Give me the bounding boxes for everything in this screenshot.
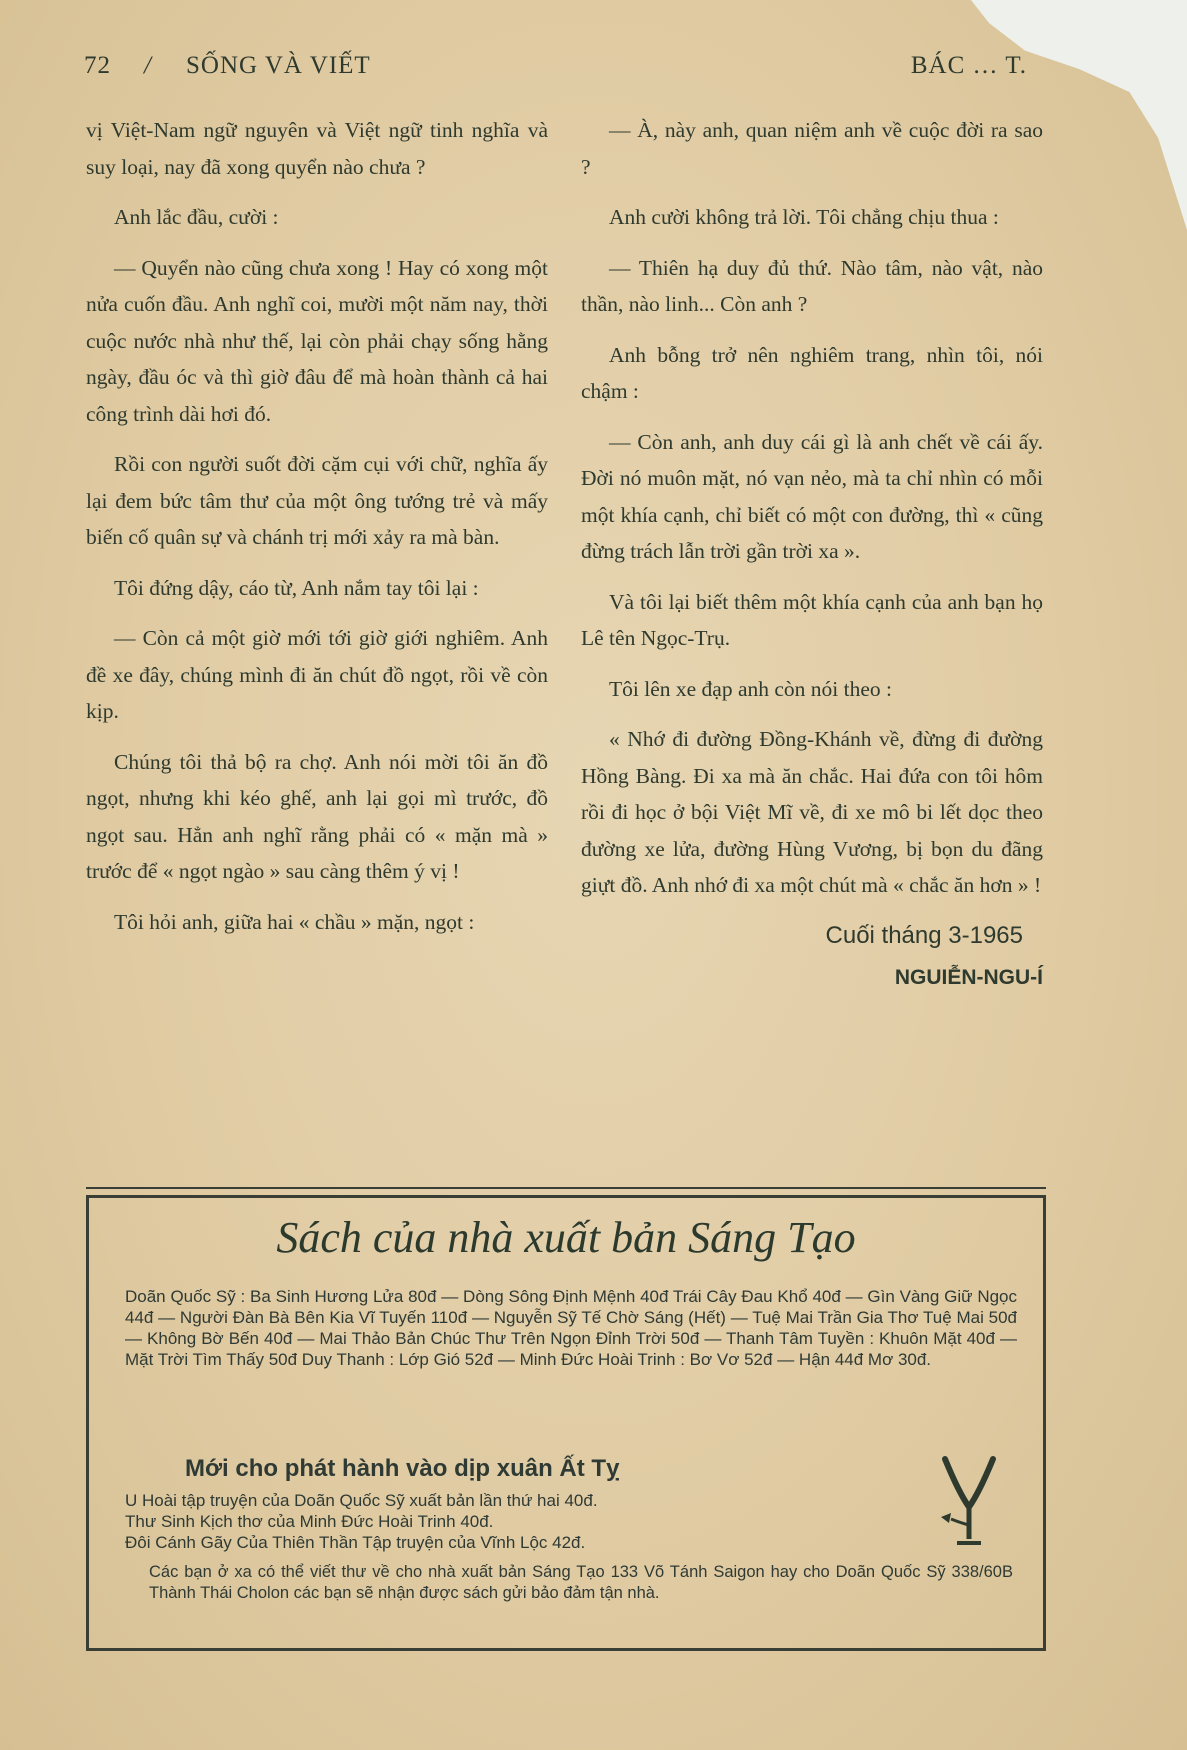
magazine-title: SỐNG VÀ VIẾT xyxy=(186,52,371,79)
page-header xyxy=(84,52,1127,92)
author-signature: NGUIỄN-NGU-Í xyxy=(894,966,1043,989)
publisher-advertisement xyxy=(86,1195,1046,1651)
header-separator: / xyxy=(144,52,152,79)
signature-date: Cuối tháng 3-1965 xyxy=(825,921,1023,949)
paragraph: Tôi lên xe đạp anh còn nói theo : xyxy=(609,676,893,701)
book-list: Doãn Quốc Sỹ : Ba Sinh Hương Lửa 80đ — Dòng Sông Định Mệnh 40đ Trái Cây Đau Khổ 40đ — Gìn Vàng Giữ Ngọc 44đ — Người Đàn Bà Bên Kia Vĩ Tuyến 110đ — Nguyễn Sỹ Tế Chờ Sáng (Hết) — Tuệ Mai Trần Gia Thơ Tuệ Mai 50đ — Không Bờ Bến 40đ — Mai Thảo Bản Chúc Thư Trên Ngọn Đỉnh Trời 50đ — Thanh Tâm Tuyền : Khuôn Mặt 40đ — Mặt Trời Tìm Thấy 50đ Duy Thanh : Lớp Gió 52đ — Minh Đức Hoài Trinh : Bơ Vơ 52đ — Hận 44đ Mơ 30đ. xyxy=(125,1287,1017,1369)
contact-info: Các bạn ở xa có thể viết thư về cho nhà xuất bản Sáng Tạo 133 Võ Tánh Saigon hay cho Doãn Quốc Sỹ 338/60B Thành Thái Cholon các bạn sẽ nhận được sách gửi bảo đảm tận nhà. xyxy=(149,1563,1013,1602)
paragraph: Anh lắc đầu, cười : xyxy=(114,205,279,229)
list-item: Đôi Cánh Gãy Của Thiên Thần Tập truyện của Vĩnh Lộc 42đ. xyxy=(125,1533,586,1552)
new-release-heading: Mới cho phát hành vào dịp xuân Ất Tỵ xyxy=(185,1455,620,1482)
paragraph: — Còn anh, anh duy cái gì là anh chết về cái ấy. Đời nó muôn mặt, nó vạn nẻo, mà ta chỉ nhìn có mỗi một khía cạnh, chỉ biết có một con đường, thì « cũng đừng trách lẫn trời gần trời xa ». xyxy=(581,429,1043,563)
paragraph: Anh bỗng trở nên nghiêm trang, nhìn tôi, nói chậm : xyxy=(581,342,1043,403)
right-column xyxy=(581,112,1043,1011)
new-release-list xyxy=(125,1490,1017,1553)
header-right-title: BÁC … T. xyxy=(910,52,1027,79)
paragraph: Và tôi lại biết thêm một khía cạnh của anh bạn họ Lê tên Ngọc-Trụ. xyxy=(581,589,1043,650)
paragraph: Rồi con người suốt đời cặm cụi với chữ, nghĩa ấy lại đem bức tâm thư của một ông tướng trẻ và mấy biến cố quân sự và chánh trị mới xảy ra mà bàn. xyxy=(86,452,548,549)
page-number: 72 xyxy=(84,52,111,79)
paragraph: Anh cười không trả lời. Tôi chẳng chịu thua : xyxy=(609,205,999,229)
list-item: Thư Sinh Kịch thơ của Minh Đức Hoài Trinh 40đ. xyxy=(125,1512,494,1531)
ad-top-rule xyxy=(86,1187,1046,1189)
paragraph: — Còn cả một giờ mới tới giờ giới nghiêm. Anh đề xe đây, chúng mình đi ăn chút đồ ngọt, rồi về còn kịp. xyxy=(86,626,548,723)
list-item: U Hoài tập truyện của Doãn Quốc Sỹ xuất bản lần thứ hai 40đ. xyxy=(125,1491,598,1510)
paragraph: — Quyển nào cũng chưa xong ! Hay có xong một nửa cuốn đầu. Anh nghĩ coi, mười một năm nay, thời cuộc nước nhà như thế, lại còn phải chạy sống hằng ngày, đầu óc và thì giờ đâu để mà hoàn thành cả hai công trình dài hơi đó. xyxy=(86,255,548,426)
ad-title: Sách của nhà xuất bản Sáng Tạo xyxy=(276,1213,856,1262)
left-column xyxy=(86,112,548,954)
paragraph: — À, này anh, quan niệm anh về cuộc đời ra sao ? xyxy=(581,118,1043,179)
paragraph: — Thiên hạ duy đủ thứ. Nào tâm, nào vật, nào thần, nào linh... Còn anh ? xyxy=(581,255,1043,316)
paragraph: « Nhớ đi đường Đồng-Khánh về, đừng đi đường Hồng Bàng. Đi xa mà ăn chắc. Hai đứa con tôi hôm rồi đi học ở bội Việt Mĩ về, đi xe mô bi lết dọc theo đường xe lửa, đường Hùng Vương, bị bọn du đãng giựt đồ. Anh nhớ đi xa một chút mà « chắc ăn hơn » ! xyxy=(581,727,1043,897)
rooster-icon xyxy=(935,1453,1005,1553)
paragraph: Tôi hỏi anh, giữa hai « chầu » mặn, ngọt : xyxy=(114,909,475,934)
paragraph: Chúng tôi thả bộ ra chợ. Anh nói mời tôi ăn đồ ngọt, nhưng khi kéo ghế, anh lại gọi mì trước, đồ ngọt sau. Hẳn anh nghĩ rằng phải có « mặn mà » trước để « ngọt ngào » sau càng thêm ý vị ! xyxy=(86,749,548,883)
paragraph: vị Việt-Nam ngữ nguyên và Việt ngữ tinh nghĩa và suy loại, nay đã xong quyển nào chưa ? xyxy=(86,118,548,179)
paragraph: Tôi đứng dậy, cáo từ, Anh nắm tay tôi lại : xyxy=(114,575,479,600)
